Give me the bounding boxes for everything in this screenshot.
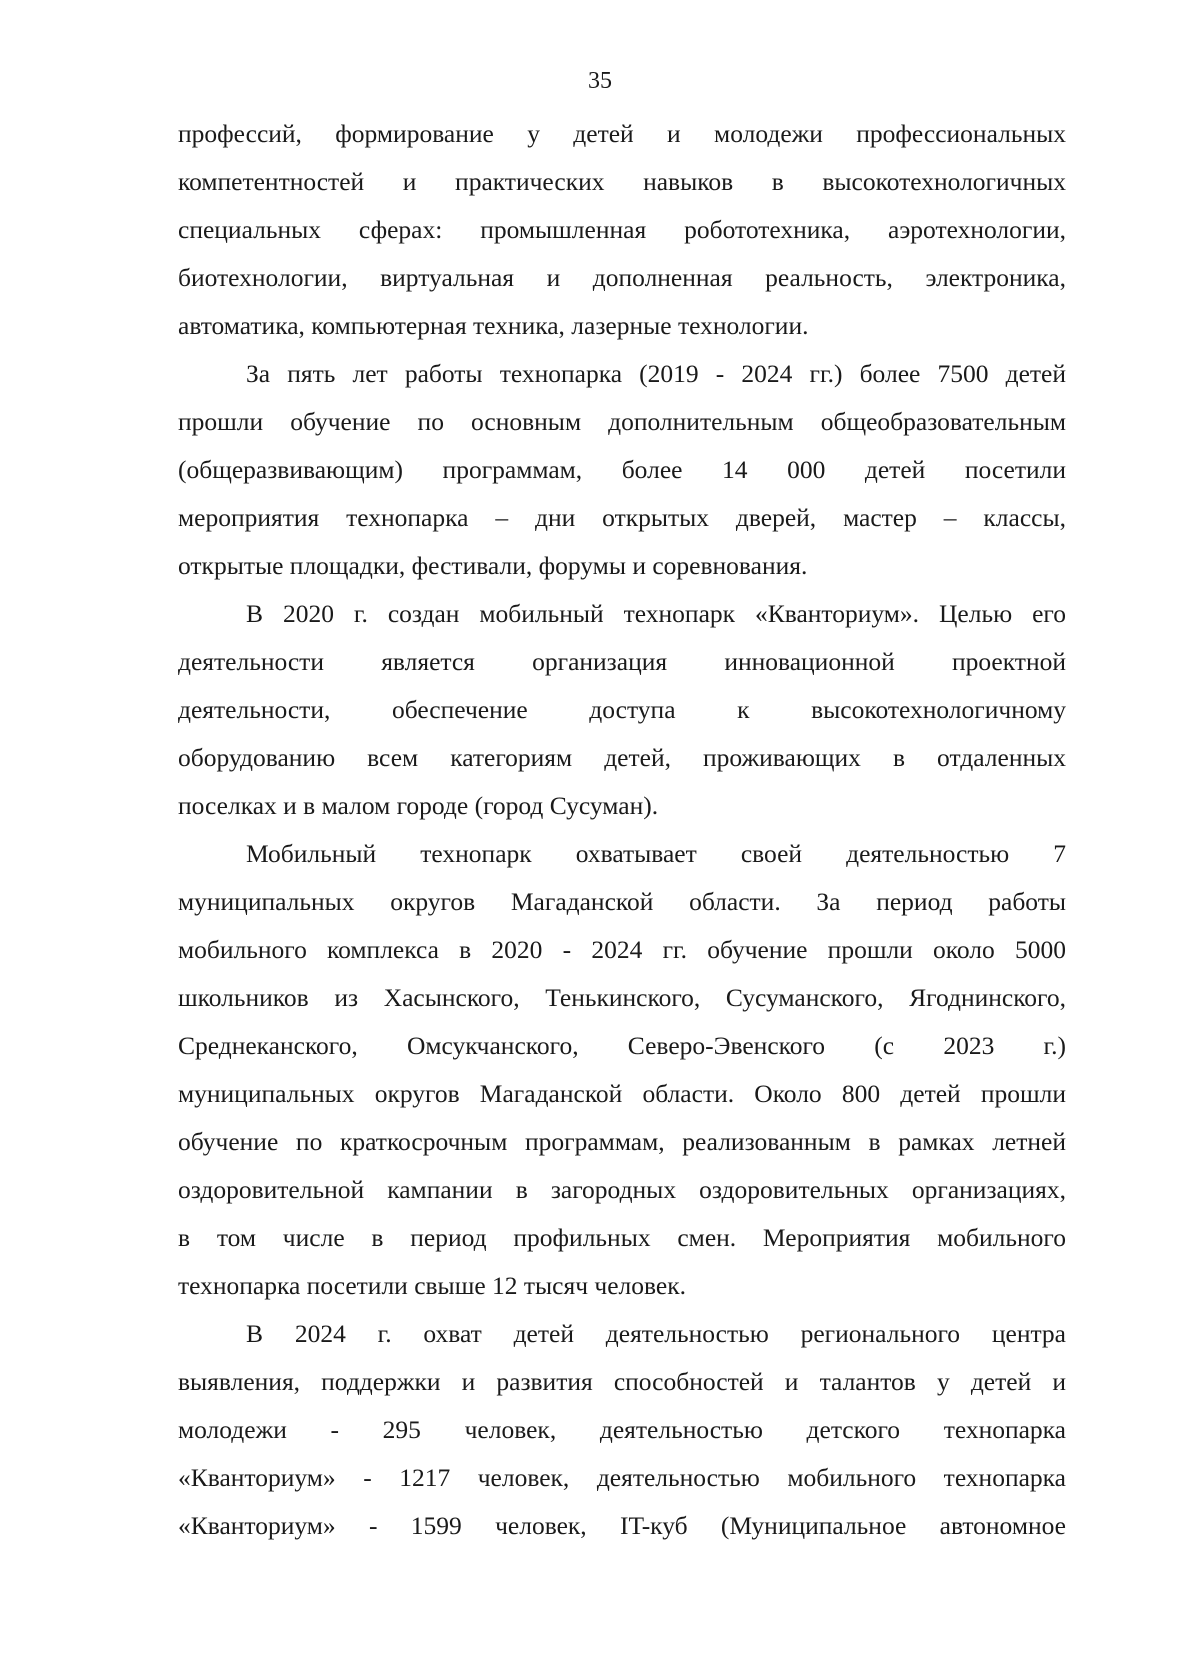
paragraph-4 xyxy=(178,830,1066,1310)
paragraph-1 xyxy=(178,110,1066,350)
text-line: «Кванториум» - 1217 человек, деятельностью мобильного технопарка xyxy=(178,1463,1066,1492)
page-number: 35 xyxy=(588,68,612,94)
text-line: деятельности, обеспечение доступа к высокотехнологичному xyxy=(178,695,1066,724)
text-line: школьников из Хасынского, Тенькинского, Сусуманского, Ягоднинского, xyxy=(178,983,1066,1012)
text-line: Мобильный технопарк охватывает своей деятельностью 7 xyxy=(246,839,1066,868)
text-line: открытые площадки, фестивали, форумы и соревнования. xyxy=(178,551,808,580)
text-line: молодежи - 295 человек, деятельностью детского технопарка xyxy=(178,1415,1066,1444)
text-line: специальных сферах: промышленная робототехника, аэротехнологии, xyxy=(178,215,1066,244)
text-line: муниципальных округов Магаданской области. За период работы xyxy=(178,887,1066,916)
text-line: автоматика, компьютерная техника, лазерные технологии. xyxy=(178,311,809,340)
text-line: В 2024 г. охват детей деятельностью регионального центра xyxy=(246,1319,1066,1348)
text-line: выявления, поддержки и развития способностей и талантов у детей и xyxy=(178,1367,1066,1396)
paragraph-5 xyxy=(178,1310,1066,1550)
document-body xyxy=(178,110,1066,1550)
text-line: Среднеканского, Омсукчанского, Северо-Эвенского (с 2023 г.) xyxy=(178,1031,1066,1060)
text-line: (общеразвивающим) программам, более 14 000 детей посетили xyxy=(178,455,1066,484)
text-line: «Кванториум» - 1599 человек, IT-куб (Муниципальное автономное xyxy=(178,1511,1066,1540)
paragraph-3 xyxy=(178,590,1066,830)
text-line: обучение по краткосрочным программам, реализованным в рамках летней xyxy=(178,1127,1066,1156)
text-line: оздоровительной кампании в загородных оздоровительных организациях, xyxy=(178,1175,1066,1204)
text-line: в том числе в период профильных смен. Мероприятия мобильного xyxy=(178,1223,1066,1252)
text-line: мобильного комплекса в 2020 - 2024 гг. обучение прошли около 5000 xyxy=(178,935,1066,964)
text-line: оборудованию всем категориям детей, проживающих в отдаленных xyxy=(178,743,1066,772)
text-line: муниципальных округов Магаданской области. Около 800 детей прошли xyxy=(178,1079,1066,1108)
text-line: прошли обучение по основным дополнительным общеобразовательным xyxy=(178,407,1066,436)
text-line: За пять лет работы технопарка (2019 - 2024 гг.) более 7500 детей xyxy=(246,359,1066,388)
text-line: мероприятия технопарка – дни открытых дверей, мастер – классы, xyxy=(178,503,1066,532)
text-line: В 2020 г. создан мобильный технопарк «Кванториум». Целью его xyxy=(246,599,1066,628)
text-line: профессий, формирование у детей и молодежи профессиональных xyxy=(178,119,1066,148)
text-line: деятельности является организация инновационной проектной xyxy=(178,647,1066,676)
text-line: компетентностей и практических навыков в высокотехнологичных xyxy=(178,167,1066,196)
text-line: поселках и в малом городе (город Сусуман). xyxy=(178,791,659,820)
text-line: биотехнологии, виртуальная и дополненная реальность, электроника, xyxy=(178,263,1066,292)
paragraph-2 xyxy=(178,350,1066,590)
text-line: технопарка посетили свыше 12 тысяч человек. xyxy=(178,1271,687,1300)
